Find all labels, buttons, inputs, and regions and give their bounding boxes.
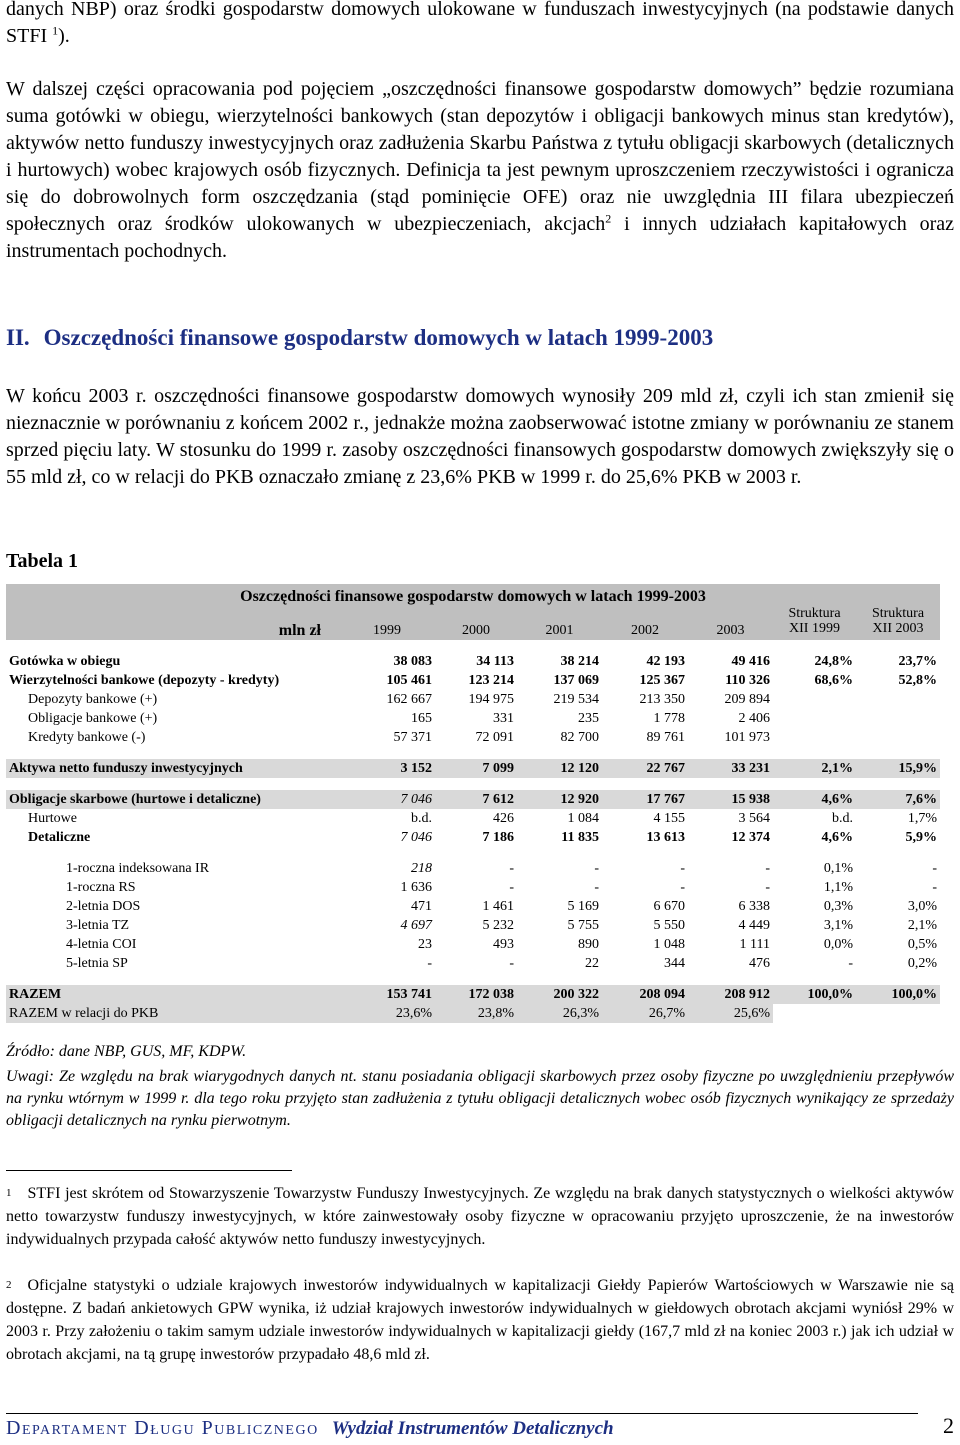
page-number: 2 xyxy=(943,1413,954,1438)
value-cell: 3 152 xyxy=(339,759,435,778)
footnote-1: $^1$ STFI jest skrótem od Stowarzyszenie Towarzystw Funduszy Inwestycyjnych. Ze względu na brak danych statystycznych o wielkości aktywów netto towarzystw funduszy inwestycyjnych, w które zainwestowały osoby fizyczne w opracowaniu przyjęto uproszczenie, że na inwestorów indywidualnych przypada całość aktywów netto funduszy inwestycyjnych. xyxy=(6,1185,954,1248)
table-row xyxy=(6,728,940,747)
value-cell: 38 214 xyxy=(560,654,599,669)
value-cell: 12 120 xyxy=(517,759,602,778)
row-label: Obligacje bankowe (+) xyxy=(28,711,158,726)
structure-cell xyxy=(773,709,856,728)
value-cell: 1 048 xyxy=(653,937,685,952)
value-cell: 5 755 xyxy=(567,918,599,933)
value-cell: 125 367 xyxy=(639,673,685,688)
value-cell: 426 xyxy=(493,811,514,826)
table-row xyxy=(6,809,940,828)
footer-unit: Wydział Instrumentów Detalicznych xyxy=(331,1418,614,1439)
value-cell: 33 231 xyxy=(688,759,773,778)
value-cell: 101 973 xyxy=(724,730,770,745)
structure-cell: b.d. xyxy=(832,811,853,826)
structure-cell: 100,0% xyxy=(856,985,940,1004)
section-number: II. xyxy=(6,325,30,350)
value-cell: 6 338 xyxy=(738,899,770,914)
value-cell: 89 761 xyxy=(646,730,685,745)
year-header: 2000 xyxy=(435,606,517,640)
structure-cell: 1,1% xyxy=(823,880,853,895)
structure-cell xyxy=(773,728,856,747)
table-row xyxy=(6,1004,940,1023)
value-cell: - xyxy=(427,956,432,971)
row-label: 1-roczna RS xyxy=(66,880,136,895)
structure-cell: 23,7% xyxy=(898,654,938,669)
value-cell: 172 038 xyxy=(435,985,517,1004)
value-cell: 105 461 xyxy=(386,673,432,688)
table-row xyxy=(6,985,940,1004)
structure-cell: 0,0% xyxy=(823,937,853,952)
section-heading xyxy=(6,325,713,351)
row-label: 5-letnia SP xyxy=(66,956,128,971)
value-cell: 42 193 xyxy=(646,654,685,669)
value-cell: 13 613 xyxy=(646,830,685,845)
value-cell: 4 697 xyxy=(400,918,432,933)
value-cell: 15 938 xyxy=(688,790,773,809)
row-label: 1-roczna indeksowana IR xyxy=(66,861,210,876)
table-row xyxy=(6,709,940,728)
unit-label: mln zł xyxy=(6,606,339,640)
value-cell: 213 350 xyxy=(639,692,685,707)
structure-cell xyxy=(773,690,856,709)
value-cell: 3 564 xyxy=(738,811,770,826)
structure-1999-header: Struktura XII 1999 xyxy=(773,606,856,640)
value-cell: 7 099 xyxy=(435,759,517,778)
value-cell: 12 920 xyxy=(517,790,602,809)
structure-cell: 52,8% xyxy=(898,673,938,688)
row-label: RAZEM xyxy=(6,985,339,1004)
value-cell: 208 912 xyxy=(688,985,773,1004)
value-cell: 7 046 xyxy=(339,790,435,809)
value-cell: 1 636 xyxy=(400,880,432,895)
table-row xyxy=(6,671,940,690)
value-cell: 219 534 xyxy=(553,692,599,707)
footer-department: Departament Długu Publicznego xyxy=(6,1417,319,1439)
structure-cell: 4,6% xyxy=(821,830,853,845)
value-cell: 123 214 xyxy=(468,673,514,688)
value-cell: 7 612 xyxy=(435,790,517,809)
value-cell: 194 975 xyxy=(468,692,514,707)
value-cell: 344 xyxy=(664,956,685,971)
table-row xyxy=(6,935,940,954)
value-cell: 153 741 xyxy=(339,985,435,1004)
row-label: 4-letnia COI xyxy=(66,937,137,952)
page-footer xyxy=(6,1413,954,1445)
value-cell: 5 550 xyxy=(653,918,685,933)
structure-cell xyxy=(856,1004,940,1023)
value-cell: 11 835 xyxy=(561,830,599,845)
table-source: Źródło: dane NBP, GUS, MF, KDPW. xyxy=(6,1043,247,1060)
value-cell: 49 416 xyxy=(731,654,770,669)
structure-cell: 0,2% xyxy=(907,956,938,971)
value-cell: - xyxy=(509,880,514,895)
table-caption: Tabela 1 xyxy=(6,550,79,572)
footnote-mark: 1 xyxy=(6,1187,12,1199)
footer-rule xyxy=(6,1413,918,1414)
value-cell: 1 778 xyxy=(653,711,685,726)
footnote-ref-2[interactable]: 2 xyxy=(605,211,612,226)
structure-cell: 1,7% xyxy=(907,811,938,826)
value-cell: 110 326 xyxy=(725,673,770,688)
value-cell: 165 xyxy=(411,711,432,726)
row-label: 3-letnia TZ xyxy=(66,918,130,933)
value-cell: 72 091 xyxy=(475,730,514,745)
table-row xyxy=(6,878,940,897)
year-header: 2003 xyxy=(688,606,773,640)
value-cell: 5 169 xyxy=(567,899,599,914)
value-cell: 23 xyxy=(418,937,432,952)
value-cell: - xyxy=(765,861,770,876)
structure-cell: - xyxy=(932,861,938,876)
value-cell: - xyxy=(680,861,685,876)
table-row xyxy=(6,954,940,973)
row-label: Depozyty bankowe (+) xyxy=(28,692,158,707)
structure-cell: 3,1% xyxy=(823,918,853,933)
value-cell: 22 xyxy=(585,956,599,971)
table-row xyxy=(6,790,940,809)
structure-cell xyxy=(856,690,940,709)
value-cell: b.d. xyxy=(411,811,432,826)
value-cell: - xyxy=(509,956,514,971)
value-cell: 200 322 xyxy=(517,985,602,1004)
row-label: Gotówka w obiegu xyxy=(9,654,121,669)
value-cell: 209 894 xyxy=(724,692,770,707)
value-cell: 208 094 xyxy=(602,985,688,1004)
table-title: Oszczędności finansowe gospodarstw domowych w latach 1999-2003 xyxy=(6,584,940,606)
value-cell: 7 046 xyxy=(400,830,432,845)
value-cell: 476 xyxy=(749,956,770,971)
value-cell: 26,7% xyxy=(602,1004,688,1023)
savings-table xyxy=(6,584,940,1023)
definition-paragraph: W dalszej części opracowania pod pojęciem „oszczędności finansowe gospodarstw domowych” będzie rozumiana suma gotówki w obiegu, wierzytelności bankowych (stan depozytów i obligacji bankowych minus stan kredytów), aktywów netto funduszy inwestycyjnych oraz zadłużenia Skarbu Państwa z tytułu obligacji skarbowych (detalicznych i hurtowych) wobec krajowych osób fizycznych. Definicja ta jest pewnym uproszczeniem rzeczywistości i ogranicza się do dobrowolnych form oszczędzania (stąd pominięcie OFE) oraz nie uwzględnia III filara ubezpieczeń społecznych oraz środków ulokowanych w ubezpieczeniach, akcjach$^2$ i innych udziałach kapitałowych oraz instrumentach pochodnych. xyxy=(6,78,954,262)
value-cell: 6 670 xyxy=(653,899,685,914)
structure-cell xyxy=(856,709,940,728)
intro-paragraph-1: danych NBP) oraz środki gospodarstw domowych ulokowane w funduszach inwestycyjnych (na podstawie danych STFI $^1$). xyxy=(6,0,954,47)
value-cell: 235 xyxy=(578,711,599,726)
row-label: 2-letnia DOS xyxy=(66,899,141,914)
footnote-ref-1[interactable]: 1 xyxy=(52,23,59,38)
row-label: RAZEM w relacji do PKB xyxy=(6,1004,339,1023)
row-label: Wierzytelności bankowe (depozyty - kredyty) xyxy=(9,673,280,688)
value-cell: 218 xyxy=(411,861,432,876)
structure-cell: 68,6% xyxy=(814,673,853,688)
row-label: Kredyty bankowe (-) xyxy=(28,730,146,745)
value-cell: - xyxy=(680,880,685,895)
value-cell: 82 700 xyxy=(560,730,599,745)
structure-cell: 0,3% xyxy=(823,899,853,914)
year-header: 2001 xyxy=(517,606,602,640)
value-cell: 1 084 xyxy=(567,811,599,826)
structure-cell: 24,8% xyxy=(814,654,853,669)
structure-cell: 0,1% xyxy=(823,861,853,876)
value-cell: 23,6% xyxy=(339,1004,435,1023)
structure-cell: 0,5% xyxy=(907,937,938,952)
table-row xyxy=(6,859,940,878)
table-header-row xyxy=(6,606,940,640)
table-note: Uwagi: Ze względu na brak wiarygodnych danych nt. stanu posiadania obligacji skarbowych przez osoby fizyczne po uwzględnieniu przepływów na rynku wtórnym w 1999 r. dla tego roku przyjęto stan zadłużenia z tytułu obligacji detalicznych wobec osób fizycznych wynikający ze sprzedaży obligacji detalicznych na rynku pierwotnym. xyxy=(6,1068,954,1129)
row-label: Obligacje skarbowe (hurtowe i detaliczne) xyxy=(6,790,339,809)
value-cell: 162 667 xyxy=(386,692,432,707)
structure-cell xyxy=(773,1004,856,1023)
value-cell: 1 111 xyxy=(739,937,770,952)
value-cell: 493 xyxy=(493,937,514,952)
value-cell: 7 186 xyxy=(482,830,514,845)
value-cell: 1 461 xyxy=(482,899,514,914)
value-cell: - xyxy=(594,861,599,876)
value-cell: 331 xyxy=(493,711,514,726)
value-cell: 12 374 xyxy=(731,830,770,845)
structure-cell: 100,0% xyxy=(773,985,856,1004)
structure-cell: - xyxy=(932,880,938,895)
value-cell: 137 069 xyxy=(553,673,599,688)
structure-cell: 5,9% xyxy=(905,830,938,845)
section-title: Oszczędności finansowe gospodarstw domowych w latach 1999-2003 xyxy=(43,325,714,350)
value-cell: 2 406 xyxy=(738,711,770,726)
row-label: Detaliczne xyxy=(28,830,91,845)
value-cell: - xyxy=(509,861,514,876)
structure-cell: 4,6% xyxy=(773,790,856,809)
structure-cell: 2,1% xyxy=(907,918,938,933)
value-cell: 38 083 xyxy=(393,654,432,669)
footnote-2: $^2$ Oficjalne statystyki o udziale krajowych inwestorów indywidualnych w kapitalizacji Giełdy Papierów Wartościowych w Warszawie nie są dostępne. Z badań ankietowych GPW wynika, iż udział krajowych inwestorów indywidualnych w giełdowych obrotach akcjami wyniósł 29% w 2003 r. Przy założeniu o takim samym udziale inwestorów indywidualnych w kapitalizacji giełdy (167,7 mld zł na koniec 2003 r.) jak ich udział w obrotach akcjami, na tą grupę inwestorów przypadało 48,6 mld zł. xyxy=(6,1277,954,1363)
value-cell: 890 xyxy=(578,937,599,952)
table-row xyxy=(6,652,940,671)
year-header: 1999 xyxy=(339,606,435,640)
value-cell: 25,6% xyxy=(688,1004,773,1023)
value-cell: 26,3% xyxy=(517,1004,602,1023)
structure-cell xyxy=(856,728,940,747)
structure-cell: 15,9% xyxy=(856,759,940,778)
table-row xyxy=(6,916,940,935)
value-cell: 5 232 xyxy=(482,918,514,933)
table-row xyxy=(6,759,940,778)
table-row xyxy=(6,690,940,709)
footnote-separator xyxy=(6,1170,292,1171)
row-label: Aktywa netto funduszy inwestycyjnych xyxy=(6,759,339,778)
structure-cell: 2,1% xyxy=(773,759,856,778)
value-cell: 17 767 xyxy=(602,790,688,809)
value-cell: 34 113 xyxy=(476,654,514,669)
footnote-mark: 2 xyxy=(6,1279,12,1291)
structure-cell: 7,6% xyxy=(856,790,940,809)
value-cell: 23,8% xyxy=(435,1004,517,1023)
structure-2003-header: Struktura XII 2003 xyxy=(856,606,940,640)
structure-cell: - xyxy=(848,956,853,971)
value-cell: 4 155 xyxy=(653,811,685,826)
value-cell: 22 767 xyxy=(602,759,688,778)
table-row xyxy=(6,828,940,847)
summary-paragraph: W końcu 2003 r. oszczędności finansowe gospodarstw domowych wynosiły 209 mld zł, czyli ich stan zmienił się nieznacznie w porównaniu z końcem 2002 r., jednakże można zaobserwować istotne zmiany w porównaniu ze stanem sprzed pięciu laty. W stosunku do 1999 r. zasoby oszczędności finansowych gospodarstw domowych zwiększyły się o 55 mld zł, co w relacji do PKB oznaczało zmianę z 23,6% PKB w 1999 r. do 25,6% PKB w 2003 r. xyxy=(6,385,954,488)
structure-cell: 3,0% xyxy=(907,899,938,914)
year-header: 2002 xyxy=(602,606,688,640)
row-label: Hurtowe xyxy=(28,811,77,826)
table-row xyxy=(6,897,940,916)
value-cell: 57 371 xyxy=(393,730,432,745)
value-cell: 4 449 xyxy=(738,918,770,933)
value-cell: - xyxy=(765,880,770,895)
value-cell: 471 xyxy=(411,899,432,914)
value-cell: - xyxy=(594,880,599,895)
